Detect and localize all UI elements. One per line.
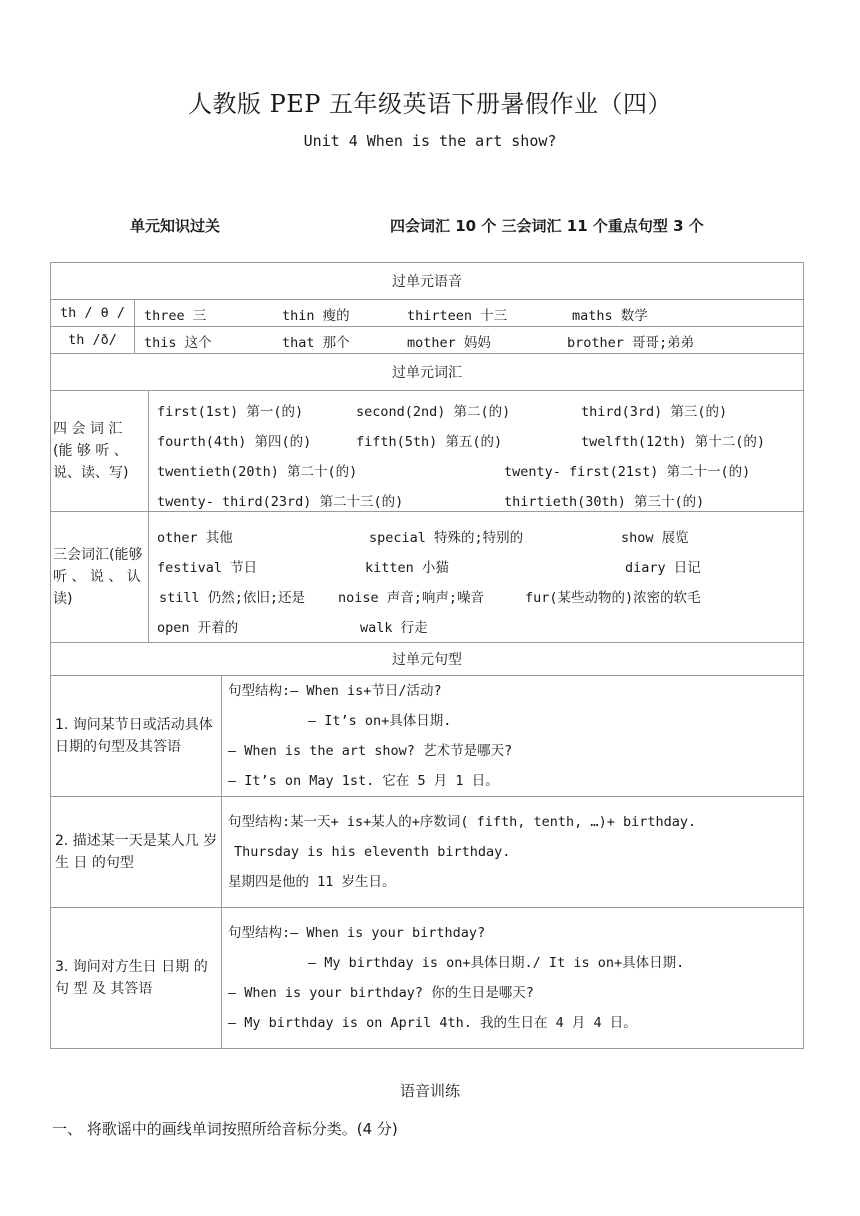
vocab-word: fourth(4th) 第四(的) bbox=[157, 434, 312, 450]
phonics-symbol: th /ð/ bbox=[51, 327, 135, 354]
summary-left: 单元知识过关 bbox=[130, 217, 221, 235]
phonics-word: maths 数学 bbox=[572, 308, 648, 324]
vocab-word: fur(某些动物的)浓密的软毛 bbox=[525, 590, 701, 606]
vocab-word: festival 节日 bbox=[157, 560, 258, 576]
vocab-word: diary 日记 bbox=[625, 560, 701, 576]
phonics-word: three 三 bbox=[144, 308, 207, 324]
document-subtitle: Unit 4 When is the art show? bbox=[303, 132, 557, 150]
phonics-word: brother 哥哥;弟弟 bbox=[567, 335, 695, 351]
sentence-line: 句型结构:— When is your birthday? bbox=[228, 925, 486, 941]
vocab-word: third(3rd) 第三(的) bbox=[581, 404, 728, 420]
section-title: 语音训练 bbox=[399, 1082, 460, 1100]
vocab-word: open 开着的 bbox=[157, 620, 239, 636]
vocab-word: first(1st) 第一(的) bbox=[157, 404, 304, 420]
question-1: 一、 将歌谣中的画线单词按照所给音标分类。(4 分) bbox=[52, 1120, 398, 1138]
vocab-word: twelfth(12th) 第十二(的) bbox=[581, 434, 766, 450]
vocab-word: show 展览 bbox=[621, 530, 689, 546]
vocab-word: twentieth(20th) 第二十(的) bbox=[157, 464, 358, 480]
phonics-word: mother 妈妈 bbox=[407, 335, 491, 351]
phonics-word: thin 瘦的 bbox=[282, 308, 350, 324]
sentence-label: 2. 描述某一天是某人几 岁 生 日 的句型 bbox=[51, 797, 222, 908]
phonics-row bbox=[51, 327, 804, 354]
vocab-word: twenty- first(21st) 第二十一(的) bbox=[504, 464, 751, 480]
sentences-header: 过单元句型 bbox=[51, 643, 804, 676]
sentence-line: 星期四是他的 11 岁生日。 bbox=[228, 874, 396, 890]
vocab-header: 过单元词汇 bbox=[51, 354, 804, 391]
sentence-label: 3. 询问对方生日 日期 的 句 型 及 其答语 bbox=[51, 908, 222, 1049]
vocab-word: other 其他 bbox=[157, 530, 233, 546]
sentence-line: 句型结构:— When is+节日/活动? bbox=[228, 683, 442, 699]
sentence-line: — When is the art show? 艺术节是哪天? bbox=[228, 743, 513, 759]
phonics-symbol: th / θ / bbox=[51, 300, 135, 327]
phonics-header: 过单元语音 bbox=[51, 263, 804, 300]
three-skill-label: 三会词汇(能够 听 、 说 、 认读) bbox=[51, 512, 149, 643]
sentence-row bbox=[51, 676, 804, 797]
sentence-line: — It’s on May 1st. 它在 5 月 1 日。 bbox=[228, 773, 499, 789]
four-skill-label: 四 会 词 汇 (能 够 听 、 说、读、写) bbox=[51, 391, 149, 512]
sentence-row bbox=[51, 908, 804, 1049]
sentence-line: — My birthday is on+具体日期./ It is on+具体日期. bbox=[308, 955, 685, 971]
summary-right: 四会词汇 10 个 三会词汇 11 个重点句型 3 个 bbox=[390, 217, 704, 235]
vocab-word: walk 行走 bbox=[360, 620, 428, 636]
vocab-word: second(2nd) 第二(的) bbox=[356, 404, 511, 420]
sentence-row bbox=[51, 797, 804, 908]
document-title: 人教版 PEP 五年级英语下册暑假作业（四） bbox=[187, 90, 673, 118]
phonics-row bbox=[51, 300, 804, 327]
sentence-line: — My birthday is on April 4th. 我的生日在 4 月 4 日。 bbox=[228, 1015, 637, 1031]
vocab-word: twenty- third(23rd) 第二十三(的) bbox=[157, 494, 404, 510]
knowledge-table bbox=[50, 262, 804, 1049]
phonics-word: this 这个 bbox=[144, 335, 212, 351]
sentence-line: 句型结构:某一天+ is+某人的+序数词( fifth, tenth, …)+ birthday. bbox=[228, 814, 697, 830]
sentence-line: — When is your birthday? 你的生日是哪天? bbox=[228, 985, 534, 1001]
vocab-word: special 特殊的;特别的 bbox=[369, 530, 524, 546]
sentence-label: 1. 询问某节日或活动具体日期的句型及其答语 bbox=[51, 676, 222, 797]
three-skill-vocab-row bbox=[51, 512, 804, 643]
phonics-word: that 那个 bbox=[282, 335, 350, 351]
four-skill-vocab-row bbox=[51, 391, 804, 512]
sentence-line: Thursday is his eleventh birthday. bbox=[234, 844, 511, 860]
sentence-line: — It’s on+具体日期. bbox=[308, 713, 452, 729]
phonics-word: thirteen 十三 bbox=[407, 308, 508, 324]
vocab-word: still 仍然;依旧;还是 bbox=[159, 590, 306, 606]
vocab-word: noise 声音;响声;噪音 bbox=[338, 590, 485, 606]
vocab-word: thirtieth(30th) 第三十(的) bbox=[504, 494, 705, 510]
vocab-word: fifth(5th) 第五(的) bbox=[356, 434, 503, 450]
vocab-word: kitten 小猫 bbox=[365, 560, 449, 576]
